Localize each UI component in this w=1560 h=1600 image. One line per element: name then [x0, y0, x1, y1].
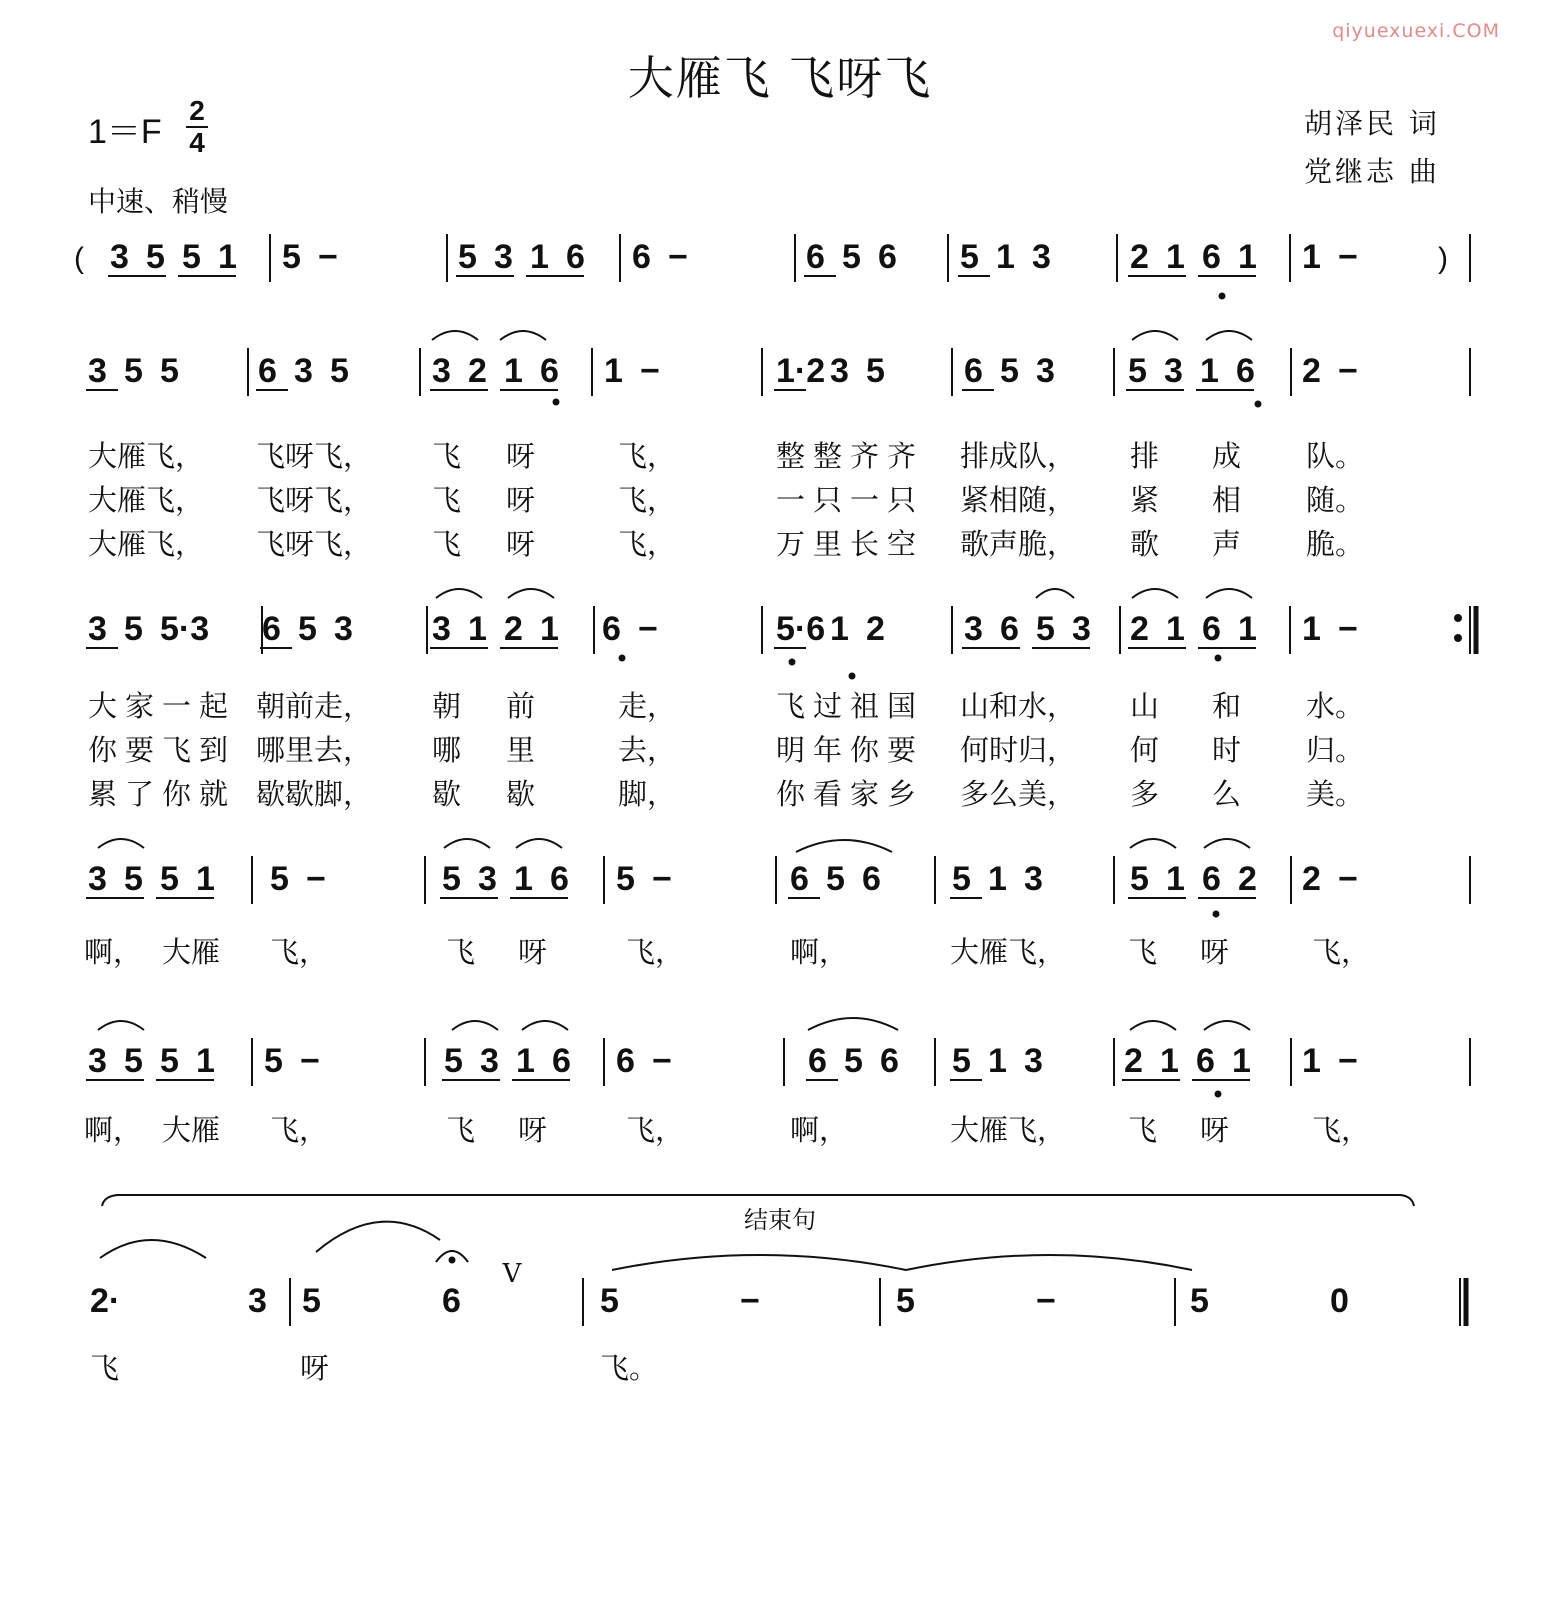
lyric-syllable: 大雁	[162, 1113, 221, 1147]
lyric-syllable: 排	[1130, 439, 1160, 473]
lyric-syllable: 飞，	[1312, 1113, 1371, 1147]
note: 5	[146, 238, 165, 276]
note: 5	[298, 610, 317, 648]
note: 1	[468, 610, 487, 648]
note: 2	[866, 610, 885, 648]
slur	[516, 839, 562, 848]
time-signature-bottom: 4	[189, 127, 205, 158]
note: 2·	[90, 1282, 121, 1320]
watermark: qiyuexuexi.COM	[1332, 20, 1500, 42]
note: 1	[988, 1042, 1007, 1080]
note: 5	[264, 1042, 283, 1080]
note: 2	[1302, 352, 1321, 390]
breath-mark: V	[502, 1259, 522, 1289]
lyric-syllable: 飞，	[626, 1113, 685, 1147]
tempo-marking: 中速、稍慢	[88, 185, 229, 218]
lyric-syllable: 何	[1130, 733, 1160, 767]
note: 6	[632, 238, 651, 276]
lyric-syllable: 大雁飞，	[950, 1113, 1067, 1147]
ending-bracket	[102, 1195, 1414, 1206]
note: 6	[880, 1042, 899, 1080]
note: 6	[262, 610, 281, 648]
octave-dot	[1255, 401, 1261, 407]
slur	[316, 1222, 440, 1252]
lyric-syllable: 呀	[518, 935, 548, 969]
lyric-syllable: 啊，	[790, 1113, 849, 1147]
note: 5	[124, 860, 143, 898]
note: 6	[790, 860, 809, 898]
note: 3	[88, 352, 107, 390]
lyric-syllable: 飞，	[270, 1113, 329, 1147]
note: 6	[602, 610, 621, 648]
lyric-syllable: 排成队，	[960, 439, 1077, 473]
lyric-syllable: 呀	[1200, 935, 1230, 969]
note: 3	[432, 610, 451, 648]
note: 3	[294, 352, 313, 390]
note: 3	[1036, 352, 1055, 390]
note: 3	[1072, 610, 1091, 648]
note: 2	[1124, 1042, 1143, 1080]
slur	[98, 1021, 144, 1030]
lyric-syllable: 飞	[432, 483, 462, 517]
note: 1	[1166, 238, 1185, 276]
lyric-syllable: 哪	[432, 733, 462, 767]
lyric-syllable: 飞	[432, 439, 462, 473]
octave-dot	[1219, 293, 1225, 299]
dash-note: −	[300, 1042, 320, 1080]
note: 1	[196, 860, 215, 898]
note: 6	[1000, 610, 1019, 648]
note: 5	[302, 1282, 321, 1320]
lyric-syllable: 多	[1130, 777, 1160, 811]
note: 1	[988, 860, 1007, 898]
dash-note: −	[1338, 1042, 1358, 1080]
lyric-syllable: 朝	[432, 689, 462, 723]
lyric-syllable: 歌声脆，	[960, 527, 1077, 561]
note: 1	[1200, 352, 1219, 390]
lyric-syllable: 前	[506, 689, 536, 723]
note: 6	[1236, 352, 1255, 390]
note: 5	[826, 860, 845, 898]
dash-note: −	[1338, 860, 1358, 898]
slur	[452, 1021, 498, 1030]
slur	[508, 589, 554, 598]
note: 5	[442, 860, 461, 898]
note: 6	[1202, 238, 1221, 276]
note: 6	[878, 238, 897, 276]
note: 5	[182, 238, 201, 276]
note: 1	[1238, 610, 1257, 648]
note: 1	[530, 238, 549, 276]
note: 1	[604, 352, 623, 390]
note: 3	[1164, 352, 1183, 390]
lyric-syllable: 大雁飞，	[88, 483, 205, 517]
note: 1	[830, 610, 849, 648]
slur	[432, 331, 478, 340]
note: 3	[1032, 238, 1051, 276]
octave-dot	[789, 659, 795, 665]
note: 0	[1330, 1282, 1349, 1320]
lyric-syllable: 整整齐齐	[776, 439, 925, 473]
fermata-dot	[449, 1257, 455, 1263]
repeat-dot	[1455, 615, 1462, 622]
note: 1	[1166, 860, 1185, 898]
slur	[796, 840, 892, 852]
lyric-syllable: 大家一起	[88, 689, 237, 723]
octave-dot	[1215, 655, 1221, 661]
lyric-syllable: 水。	[1306, 689, 1365, 723]
note: 6	[862, 860, 881, 898]
lyric-syllable: 飞，	[618, 527, 677, 561]
note: 5	[842, 238, 861, 276]
dash-note: −	[1338, 238, 1358, 276]
note: 6	[808, 1042, 827, 1080]
note: 1	[1166, 610, 1185, 648]
lyric-syllable: 队。	[1306, 439, 1365, 473]
dash-note: −	[318, 238, 338, 276]
lyric-syllable: 美。	[1306, 777, 1365, 811]
note: 3	[964, 610, 983, 648]
note: 2	[504, 610, 523, 648]
note: 6	[616, 1042, 635, 1080]
open-paren: (	[74, 242, 84, 275]
note: 5	[952, 1042, 971, 1080]
note: 5	[960, 238, 979, 276]
lyric-syllable: 你看家乡	[776, 777, 925, 811]
lyric-syllable: 和	[1212, 689, 1242, 723]
lyric-syllable: 明年你要	[776, 733, 925, 767]
lyric-syllable: 飞	[1128, 1113, 1158, 1147]
slur	[1036, 589, 1074, 598]
lyric-syllable: 相	[1212, 483, 1242, 517]
lyric-syllable: 飞呀飞，	[256, 439, 373, 473]
key-signature: 1＝F	[88, 113, 162, 151]
dash-note: −	[668, 238, 688, 276]
lyric-syllable: 山和水，	[960, 689, 1077, 723]
note: 3	[88, 1042, 107, 1080]
lyric-syllable: 飞。	[600, 1351, 659, 1385]
lyricist-credit: 胡泽民 词	[1304, 107, 1440, 140]
slur	[1130, 1021, 1176, 1030]
lyric-syllable: 呀	[300, 1351, 330, 1385]
note: 5	[1130, 860, 1149, 898]
note: 2	[1130, 610, 1149, 648]
lyric-syllable: 你要飞到	[88, 733, 237, 767]
lyric-syllable: 飞	[1128, 935, 1158, 969]
note: 5	[458, 238, 477, 276]
composer-credit: 党继志 曲	[1304, 155, 1440, 188]
note: 5	[270, 860, 289, 898]
slur	[436, 589, 482, 598]
note: 1	[1302, 238, 1321, 276]
note: 5	[1036, 610, 1055, 648]
note: 6	[1202, 610, 1221, 648]
note: 6	[442, 1282, 461, 1320]
lyric-syllable: 脆。	[1306, 527, 1365, 561]
note: 5	[160, 352, 179, 390]
slur	[1132, 589, 1178, 598]
note: 6	[1196, 1042, 1215, 1080]
dash-note: −	[1036, 1282, 1056, 1320]
note: 3	[1024, 860, 1043, 898]
lyric-syllable: 啊，	[790, 935, 849, 969]
slur	[1204, 1021, 1250, 1030]
lyric-syllable: 么	[1212, 777, 1242, 811]
close-paren: )	[1438, 242, 1448, 275]
note: 1	[1238, 238, 1257, 276]
note: 5	[160, 1042, 179, 1080]
note: 3	[248, 1282, 267, 1320]
note: 3	[88, 610, 107, 648]
note: 5	[1000, 352, 1019, 390]
lyric-syllable: 飞，	[270, 935, 329, 969]
lyric-syllable: 万里长空	[776, 527, 925, 561]
dash-note: −	[1338, 352, 1358, 390]
ending-tie	[612, 1255, 1192, 1270]
note: 2	[468, 352, 487, 390]
lyric-syllable: 大雁飞，	[88, 439, 205, 473]
dash-note: −	[640, 352, 660, 390]
lyric-syllable: 紧	[1130, 483, 1160, 517]
lyric-syllable: 飞过祖国	[776, 689, 925, 723]
note: 5	[124, 1042, 143, 1080]
slur	[98, 839, 144, 848]
note: 6	[806, 238, 825, 276]
lyric-syllable: 山	[1130, 689, 1160, 723]
lyric-syllable: 一只一只	[776, 483, 925, 517]
note: 3	[480, 1042, 499, 1080]
slur	[1130, 839, 1176, 848]
note: 5	[952, 860, 971, 898]
note: 2	[1238, 860, 1257, 898]
page-title: 大雁飞 飞呀飞	[627, 51, 933, 105]
lyric-syllable: 飞	[446, 1113, 476, 1147]
lyric-syllable: 歇	[506, 777, 536, 811]
slur	[1206, 331, 1252, 340]
note: 5	[1190, 1282, 1209, 1320]
lyric-syllable: 歇	[432, 777, 462, 811]
note: 1	[514, 860, 533, 898]
note: 6	[258, 352, 277, 390]
lyric-syllable: 多么美，	[960, 777, 1077, 811]
note: 2	[1130, 238, 1149, 276]
repeat-dot	[1455, 635, 1462, 642]
ending-label: 结束句	[744, 1206, 816, 1234]
dash-note: −	[652, 860, 672, 898]
note: 5	[124, 352, 143, 390]
lyric-syllable: 歌	[1130, 527, 1160, 561]
octave-dot	[619, 655, 625, 661]
note: 5	[160, 860, 179, 898]
lyric-syllable: 时	[1212, 733, 1242, 767]
note: 5	[600, 1282, 619, 1320]
lyric-syllable: 呀	[518, 1113, 548, 1147]
note: 3	[432, 352, 451, 390]
lyric-syllable: 歇歇脚，	[256, 777, 373, 811]
note: 1·2	[776, 352, 826, 390]
note: 6	[566, 238, 585, 276]
octave-dot	[1215, 1091, 1221, 1097]
note: 6	[964, 352, 983, 390]
slur	[444, 839, 490, 848]
slur	[1132, 331, 1178, 340]
time-signature-top: 2	[189, 95, 205, 126]
lyric-syllable: 随。	[1306, 483, 1365, 517]
note: 1	[540, 610, 559, 648]
note: 3	[334, 610, 353, 648]
note: 5	[844, 1042, 863, 1080]
slur	[522, 1021, 568, 1030]
lyric-syllable: 声	[1212, 527, 1242, 561]
lyric-syllable: 累了你就	[88, 777, 237, 811]
lyric-syllable: 何时归，	[960, 733, 1077, 767]
lyric-syllable: 大雁飞，	[950, 935, 1067, 969]
note: 5	[1128, 352, 1147, 390]
note: 5	[282, 238, 301, 276]
note: 1	[196, 1042, 215, 1080]
lyric-syllable: 去，	[618, 733, 677, 767]
octave-dot	[1213, 911, 1219, 917]
note: 5	[866, 352, 885, 390]
slur	[500, 331, 546, 340]
lyric-syllable: 啊，	[84, 935, 143, 969]
dash-note: −	[740, 1282, 760, 1320]
slur	[1206, 589, 1252, 598]
note: 5	[330, 352, 349, 390]
dash-note: −	[1338, 610, 1358, 648]
note: 1	[1302, 1042, 1321, 1080]
lyric-syllable: 飞呀飞，	[256, 483, 373, 517]
note: 1	[218, 238, 237, 276]
note: 5	[444, 1042, 463, 1080]
lyric-syllable: 飞，	[626, 935, 685, 969]
note: 5·3	[160, 610, 210, 648]
octave-dot	[849, 673, 855, 679]
note: 1	[1232, 1042, 1251, 1080]
lyric-syllable: 大雁	[162, 935, 221, 969]
note: 2	[1302, 860, 1321, 898]
dash-note: −	[652, 1042, 672, 1080]
slur	[100, 1240, 206, 1258]
lyric-syllable: 紧相随，	[960, 483, 1077, 517]
note: 3	[830, 352, 849, 390]
note: 3	[494, 238, 513, 276]
note: 1	[1302, 610, 1321, 648]
lyric-syllable: 飞，	[1312, 935, 1371, 969]
lyric-syllable: 飞，	[618, 439, 677, 473]
slur	[1204, 839, 1250, 848]
lyric-syllable: 成	[1212, 439, 1242, 473]
lyric-syllable: 呀	[1200, 1113, 1230, 1147]
dash-note: −	[306, 860, 326, 898]
lyric-syllable: 啊，	[84, 1113, 143, 1147]
note: 6	[1202, 860, 1221, 898]
note: 6	[552, 1042, 571, 1080]
note: 1	[1160, 1042, 1179, 1080]
note: 3	[1024, 1042, 1043, 1080]
dash-note: −	[638, 610, 658, 648]
note: 3	[478, 860, 497, 898]
lyric-syllable: 飞	[432, 527, 462, 561]
lyric-syllable: 脚，	[618, 777, 677, 811]
lyric-syllable: 哪里去，	[256, 733, 373, 767]
lyric-syllable: 里	[506, 733, 536, 767]
note: 1	[996, 238, 1015, 276]
note: 6	[540, 352, 559, 390]
note: 1	[516, 1042, 535, 1080]
octave-dot	[553, 399, 559, 405]
note: 5	[124, 610, 143, 648]
lyric-syllable: 飞	[446, 935, 476, 969]
lyric-syllable: 呀	[506, 483, 536, 517]
lyric-syllable: 呀	[506, 439, 536, 473]
note: 5	[896, 1282, 915, 1320]
lyric-syllable: 走，	[618, 689, 677, 723]
lyric-syllable: 飞呀飞，	[256, 527, 373, 561]
note: 3	[110, 238, 129, 276]
lyric-syllable: 归。	[1306, 733, 1365, 767]
note: 3	[88, 860, 107, 898]
lyric-syllable: 朝前走，	[256, 689, 373, 723]
note: 5·6	[776, 610, 826, 648]
lyric-syllable: 飞，	[618, 483, 677, 517]
lyric-syllable: 呀	[506, 527, 536, 561]
lyric-syllable: 飞	[90, 1351, 120, 1385]
note: 6	[550, 860, 569, 898]
lyric-syllable: 大雁飞，	[88, 527, 205, 561]
slur	[808, 1018, 898, 1030]
note: 5	[616, 860, 635, 898]
note: 1	[504, 352, 523, 390]
